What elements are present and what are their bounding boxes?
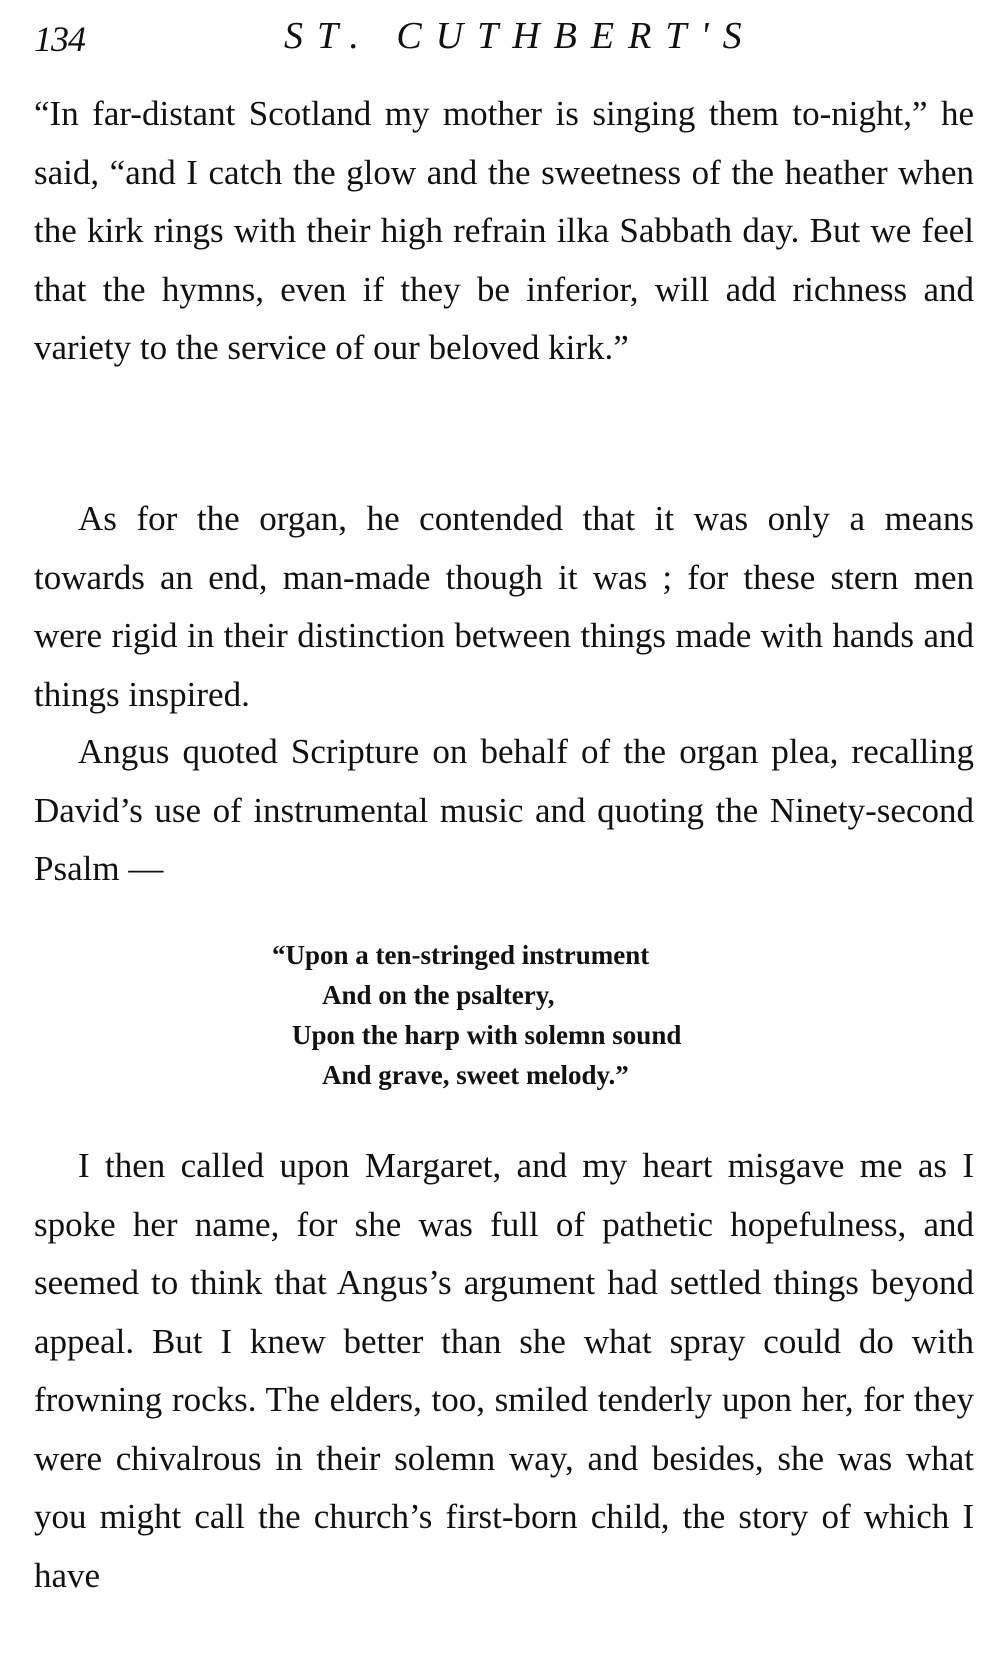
paragraph-4: I then called upon Margaret, and my heart misgave me as I spoke her name, for she was full of pathetic hopefulness, and seemed to think that Angus’s argument had settled things beyond appeal. But I knew better than she what spray could do with frowning rocks. The elders, too, smiled tenderly upon her, for they were chivalrous in their solemn way, and besides, she was what you might call the church’s first-born child, the story of which I have [34,1146,974,1595]
verse-line: “Upon a ten-stringed instrument [272,940,650,970]
verse-line: Upon the harp with solemn sound [292,1020,682,1050]
paragraph-1: “In far-distant Scotland my mother is singing them to-night,” he said, “and I catch the glow and the sweetness of the heather when the kirk rings with their high refrain ilka Sabbath day. But we feel that the hymns, even if they be inferior, will add richness and variety to the service of our beloved kirk.” [34,94,974,367]
running-head: ST. CUTHBERT'S [284,15,756,57]
verse-line: And on the psaltery, [322,980,555,1010]
page-header [34,8,974,68]
verse-line: And grave, sweet melody.” [322,1060,629,1090]
page-number: 134 [34,19,85,59]
paragraph-2: As for the organ, he contended that it was only a means towards an end, man-made though it was ; for these stern men were rigid in their distinction between things made with hands and things inspired. [34,499,974,714]
paragraph-3: Angus quoted Scripture on behalf of the organ plea, recalling David’s use of instrumental music and quoting the Ninety-second Psalm — [34,732,974,888]
